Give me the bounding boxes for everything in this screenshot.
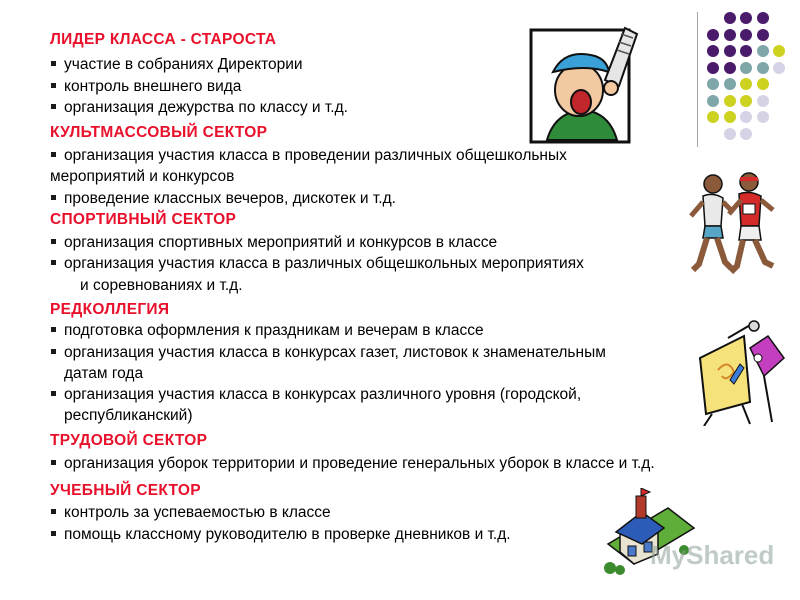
list-item: организация участия класса в проведении различных общешкольных (50, 147, 567, 165)
leader-section-title: ЛИДЕР КЛАССА - СТАРОСТА (50, 31, 277, 48)
decorative-dot (740, 128, 752, 140)
decorative-dot (724, 45, 736, 57)
decorative-dot (707, 95, 719, 107)
list-item: организация уборок территории и проведение генеральных уборок в классе и т.д. (50, 455, 655, 473)
decorative-dot (740, 29, 752, 41)
decorative-dot (757, 78, 769, 90)
list-item: контроль внешнего вида (50, 78, 241, 96)
decorative-dot (724, 95, 736, 107)
decorative-dot (740, 12, 752, 24)
list-item: проведение классных вечеров, дискотек и т.д. (50, 190, 396, 208)
newsboy-shouting-icon (525, 20, 643, 148)
labor-section-title: ТРУДОВОЙ СЕКТОР (50, 432, 208, 449)
decorative-dot (724, 29, 736, 41)
decorative-dot (740, 95, 752, 107)
bullet-icon (51, 327, 56, 332)
bullet-icon (51, 239, 56, 244)
decorative-dot (707, 111, 719, 123)
decorative-dot (724, 12, 736, 24)
drawing-easel-icon (692, 318, 792, 426)
decorative-dot (707, 78, 719, 90)
decorative-dot (724, 78, 736, 90)
bullet-icon (51, 531, 56, 536)
study-section-title: УЧЕБНЫЙ СЕКТОР (50, 482, 201, 499)
decorative-dot (740, 78, 752, 90)
decorative-dot (707, 29, 719, 41)
list-item: подготовка оформления к праздникам и вечерам в классе (50, 322, 484, 340)
list-item: организация участия класса в конкурсах различного уровня (городской, (50, 386, 581, 404)
watermark-logo: MyShared (650, 540, 775, 570)
bullet-icon (51, 509, 56, 514)
list-item-continuation: мероприятий и конкурсов (50, 168, 235, 185)
decorative-dot-grid (707, 12, 797, 132)
bullet-icon (51, 460, 56, 465)
bullet-icon (51, 391, 56, 396)
decorative-dot (773, 45, 785, 57)
decorative-dot (740, 45, 752, 57)
list-item: организация участия класса в конкурсах газет, листовок к знаменательным (50, 344, 606, 362)
list-item: организация спортивных мероприятий и конкурсов в классе (50, 234, 497, 252)
decorative-dot (707, 62, 719, 74)
decorative-dot (757, 62, 769, 74)
decorative-dot (757, 45, 769, 57)
decorative-dot (740, 62, 752, 74)
bullet-icon (51, 104, 56, 109)
bullet-icon (51, 61, 56, 66)
list-item: помощь классному руководителю в проверке дневников и т.д. (50, 526, 511, 544)
decorative-dot (757, 111, 769, 123)
list-item-continuation: республиканский) (64, 407, 193, 424)
bullet-icon (51, 349, 56, 354)
runners-icon (685, 168, 785, 280)
list-item-continuation: датам года (64, 365, 144, 382)
list-item: организация участия класса в различных общешкольных мероприятиях (50, 255, 584, 273)
list-item: организация дежурства по классу и т.д. (50, 99, 348, 117)
decorative-dot (724, 128, 736, 140)
decorative-dot (740, 111, 752, 123)
decorative-dot (773, 62, 785, 74)
list-item: участие в собраниях Директории (50, 56, 303, 74)
bullet-icon (51, 260, 56, 265)
list-item: контроль за успеваемостью в классе (50, 504, 331, 522)
bullet-icon (51, 83, 56, 88)
decorative-dot (724, 111, 736, 123)
decorative-dot (757, 95, 769, 107)
decorative-dot (707, 45, 719, 57)
bullet-icon (51, 195, 56, 200)
divider-line (697, 12, 698, 147)
decorative-dot (757, 29, 769, 41)
list-item-continuation: и соревнованиях и т.д. (80, 277, 243, 294)
editorial-section-title: РЕДКОЛЛЕГИЯ (50, 301, 170, 318)
decorative-dot (757, 12, 769, 24)
decorative-dot (724, 62, 736, 74)
culture-section-title: КУЛЬТМАССОВЫЙ СЕКТОР (50, 124, 268, 141)
bullet-icon (51, 152, 56, 157)
sport-section-title: СПОРТИВНЫЙ СЕКТОР (50, 211, 237, 228)
